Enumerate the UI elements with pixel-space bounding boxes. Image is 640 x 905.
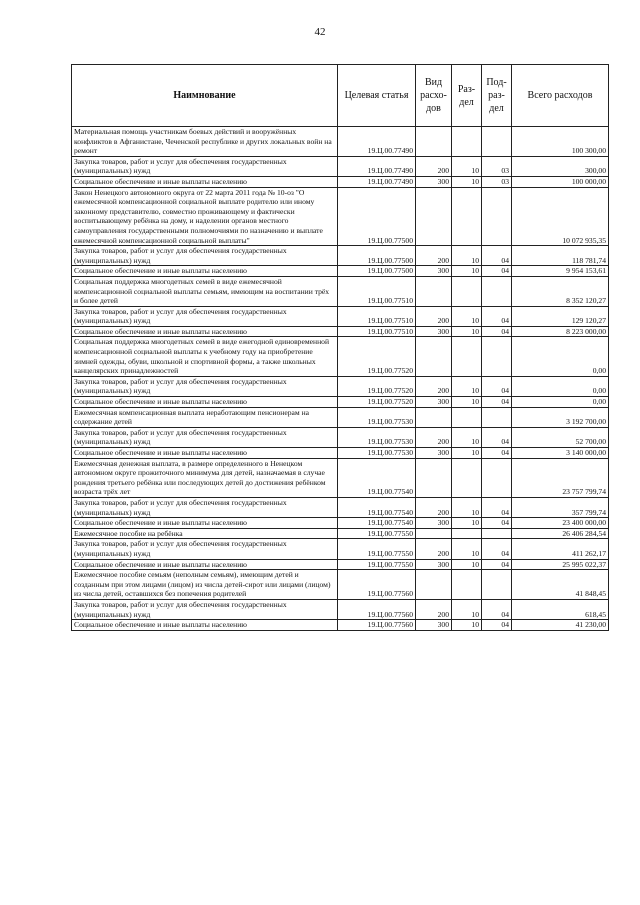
cell-total: 411 262,17: [512, 539, 609, 559]
cell-subsection: [482, 127, 512, 157]
cell-name: Ежемесячное пособие на ребёнка: [72, 528, 338, 539]
cell-section: 10: [452, 156, 482, 176]
cell-target: 19.Ц.00.77500: [338, 187, 416, 246]
cell-total: 9 954 153,61: [512, 266, 609, 277]
cell-type: 300: [416, 620, 452, 631]
table-row: [72, 528, 609, 539]
cell-section: [452, 337, 482, 376]
table-row: [72, 570, 609, 600]
cell-total: 0,00: [512, 376, 609, 396]
table-row: [72, 156, 609, 176]
cell-type: 200: [416, 497, 452, 517]
header-name: Наимнование: [72, 65, 338, 127]
table-header-row: [72, 65, 609, 127]
cell-subsection: [482, 276, 512, 306]
cell-subsection: 04: [482, 397, 512, 408]
cell-subsection: [482, 528, 512, 539]
cell-type: [416, 570, 452, 600]
cell-section: [452, 127, 482, 157]
table-row: [72, 458, 609, 497]
cell-total: 100 000,00: [512, 176, 609, 187]
cell-target: 19.Ц.00.77520: [338, 397, 416, 408]
cell-section: [452, 407, 482, 427]
cell-section: 10: [452, 559, 482, 570]
table-row: [72, 539, 609, 559]
cell-subsection: [482, 458, 512, 497]
cell-subsection: 04: [482, 497, 512, 517]
cell-type: [416, 528, 452, 539]
cell-target: 19.Ц.00.77540: [338, 518, 416, 529]
cell-type: 300: [416, 559, 452, 570]
cell-type: 200: [416, 246, 452, 266]
table-row: [72, 427, 609, 447]
cell-total: 23 757 799,74: [512, 458, 609, 497]
cell-total: 118 781,74: [512, 246, 609, 266]
cell-name: Социальное обеспечение и иные выплаты населению: [72, 559, 338, 570]
cell-section: 10: [452, 539, 482, 559]
cell-section: [452, 570, 482, 600]
table-row: [72, 376, 609, 396]
cell-subsection: 04: [482, 306, 512, 326]
cell-target: 19.Ц.00.77490: [338, 176, 416, 187]
cell-subsection: [482, 407, 512, 427]
cell-type: 200: [416, 539, 452, 559]
cell-section: 10: [452, 518, 482, 529]
cell-name: Закупка товаров, работ и услуг для обеспечения государственных (муниципальных) нужд: [72, 156, 338, 176]
table-row: [72, 266, 609, 277]
cell-name: Ежемесячная компенсационная выплата неработающим пенсионерам на содержание детей: [72, 407, 338, 427]
table-row: [72, 276, 609, 306]
cell-subsection: 04: [482, 448, 512, 459]
cell-section: 10: [452, 246, 482, 266]
cell-subsection: [482, 337, 512, 376]
cell-total: 129 120,27: [512, 306, 609, 326]
cell-name: Материальная помощь участникам боевых действий и вооружённых конфликтов в Афганистане, Чеченской республике и других локальных войн на ремонт: [72, 127, 338, 157]
table-row: [72, 407, 609, 427]
cell-name: Закупка товаров, работ и услуг для обеспечения государственных (муниципальных) нужд: [72, 306, 338, 326]
table-row: [72, 518, 609, 529]
cell-section: 10: [452, 376, 482, 396]
cell-total: 25 995 022,37: [512, 559, 609, 570]
table-row: [72, 559, 609, 570]
cell-name: Социальное обеспечение и иные выплаты населению: [72, 266, 338, 277]
cell-target: 19.Ц.00.77560: [338, 570, 416, 600]
table-row: [72, 326, 609, 337]
cell-type: 200: [416, 306, 452, 326]
cell-name: Закупка товаров, работ и услуг для обеспечения государственных (муниципальных) нужд: [72, 246, 338, 266]
cell-section: [452, 528, 482, 539]
cell-subsection: 04: [482, 518, 512, 529]
table-row: [72, 397, 609, 408]
cell-type: 200: [416, 599, 452, 619]
cell-type: 300: [416, 266, 452, 277]
cell-name: Социальное обеспечение и иные выплаты населению: [72, 397, 338, 408]
cell-subsection: 04: [482, 246, 512, 266]
cell-type: [416, 337, 452, 376]
cell-type: 300: [416, 397, 452, 408]
cell-subsection: 03: [482, 156, 512, 176]
cell-total: 10 072 935,35: [512, 187, 609, 246]
cell-type: 200: [416, 427, 452, 447]
header-subsection: Под-раз-дел: [482, 65, 512, 127]
cell-target: 19.Ц.00.77540: [338, 458, 416, 497]
cell-total: 23 400 000,00: [512, 518, 609, 529]
cell-subsection: 04: [482, 326, 512, 337]
cell-subsection: 04: [482, 266, 512, 277]
cell-type: [416, 407, 452, 427]
cell-subsection: 04: [482, 559, 512, 570]
cell-name: Ежемесячное пособие семьям (неполным семьям), имеющим детей и созданным при этом лицами (лицом) из числа детей-сирот или лицами (лицом) из числа детей, оставшихся без попечения родителей: [72, 570, 338, 600]
cell-type: 300: [416, 176, 452, 187]
header-type: Вид расхо-дов: [416, 65, 452, 127]
cell-total: 52 700,00: [512, 427, 609, 447]
cell-total: 357 799,74: [512, 497, 609, 517]
page-number: 42: [314, 26, 326, 38]
cell-name: Социальное обеспечение и иные выплаты населению: [72, 620, 338, 631]
table-row: [72, 187, 609, 246]
cell-subsection: 03: [482, 176, 512, 187]
cell-target: 19.Ц.00.77490: [338, 156, 416, 176]
cell-type: [416, 187, 452, 246]
table-row: [72, 337, 609, 376]
cell-name: Закупка товаров, работ и услуг для обеспечения государственных (муниципальных) нужд: [72, 376, 338, 396]
cell-section: [452, 458, 482, 497]
cell-section: 10: [452, 427, 482, 447]
cell-target: 19.Ц.00.77520: [338, 376, 416, 396]
cell-target: 19.Ц.00.77530: [338, 427, 416, 447]
cell-target: 19.Ц.00.77510: [338, 326, 416, 337]
cell-name: Социальное обеспечение и иные выплаты населению: [72, 176, 338, 187]
table-row: [72, 306, 609, 326]
cell-type: 200: [416, 156, 452, 176]
cell-subsection: 04: [482, 427, 512, 447]
cell-name: Социальное обеспечение и иные выплаты населению: [72, 326, 338, 337]
cell-total: 0,00: [512, 337, 609, 376]
cell-name: Закупка товаров, работ и услуг для обеспечения государственных (муниципальных) нужд: [72, 599, 338, 619]
budget-table: [71, 64, 609, 631]
cell-subsection: 04: [482, 599, 512, 619]
table-row: [72, 497, 609, 517]
cell-name: Социальная поддержка многодетных семей в виде ежемесячной компенсационной социальной выплаты семьям, имеющим на воспитании трёх и более детей: [72, 276, 338, 306]
cell-subsection: 04: [482, 539, 512, 559]
cell-total: 41 848,45: [512, 570, 609, 600]
cell-type: 300: [416, 518, 452, 529]
cell-subsection: 04: [482, 376, 512, 396]
cell-target: 19.Ц.00.77550: [338, 539, 416, 559]
cell-target: 19.Ц.00.77540: [338, 497, 416, 517]
cell-target: 19.Ц.00.77560: [338, 599, 416, 619]
table-row: [72, 127, 609, 157]
cell-name: Социальная поддержка многодетных семей в виде ежегодной единовременной компенсационной социальной выплаты к учебному году на приобретение зимней одежды, обуви, школьной и спортивной формы, а также школьных канцелярских принадлежностей: [72, 337, 338, 376]
cell-target: 19.Ц.00.77560: [338, 620, 416, 631]
cell-target: 19.Ц.00.77510: [338, 276, 416, 306]
table-row: [72, 246, 609, 266]
cell-type: [416, 276, 452, 306]
cell-subsection: 04: [482, 620, 512, 631]
cell-section: 10: [452, 266, 482, 277]
cell-total: 41 230,00: [512, 620, 609, 631]
cell-section: [452, 187, 482, 246]
cell-section: 10: [452, 620, 482, 631]
cell-name: Закон Ненецкого автономного округа от 22 марта 2011 года № 10-оз "О ежемесячной компенсационной социальной выплате родителю или иному законному представителю, совместно проживающему и фактически воспитывающему ребёнка на дому, и наделении органов местного самоуправления государственными полномочиями по назначению и выплате ежемесячной компенсационной социальной выплаты": [72, 187, 338, 246]
cell-total: 618,45: [512, 599, 609, 619]
cell-target: 19.Ц.00.77550: [338, 528, 416, 539]
header-target: Целевая статья: [338, 65, 416, 127]
cell-total: 3 140 000,00: [512, 448, 609, 459]
cell-section: 10: [452, 397, 482, 408]
cell-name: Ежемесячная денежная выплата, в размере определенного в Ненецком автономном округе прожиточного минимума для детей, назначаемая в случае рождения третьего ребёнка или последующих детей до достижения ребёнком возраста трёх лет: [72, 458, 338, 497]
cell-target: 19.Ц.00.77510: [338, 306, 416, 326]
table-row: [72, 176, 609, 187]
cell-total: 3 192 700,00: [512, 407, 609, 427]
cell-section: 10: [452, 176, 482, 187]
header-section: Раз-дел: [452, 65, 482, 127]
cell-total: 8 223 000,00: [512, 326, 609, 337]
cell-total: 8 352 120,27: [512, 276, 609, 306]
cell-total: 100 300,00: [512, 127, 609, 157]
cell-target: 19.Ц.00.77550: [338, 559, 416, 570]
cell-total: 0,00: [512, 397, 609, 408]
cell-type: [416, 127, 452, 157]
cell-type: 200: [416, 376, 452, 396]
cell-name: Закупка товаров, работ и услуг для обеспечения государственных (муниципальных) нужд: [72, 497, 338, 517]
cell-target: 19.Ц.00.77500: [338, 266, 416, 277]
cell-name: Закупка товаров, работ и услуг для обеспечения государственных (муниципальных) нужд: [72, 427, 338, 447]
cell-total: 26 406 284,54: [512, 528, 609, 539]
cell-subsection: [482, 187, 512, 246]
cell-section: 10: [452, 599, 482, 619]
cell-type: 300: [416, 448, 452, 459]
cell-type: 300: [416, 326, 452, 337]
table-row: [72, 448, 609, 459]
cell-name: Закупка товаров, работ и услуг для обеспечения государственных (муниципальных) нужд: [72, 539, 338, 559]
cell-target: 19.Ц.00.77530: [338, 448, 416, 459]
cell-section: 10: [452, 326, 482, 337]
header-total: Всего расходов: [512, 65, 609, 127]
cell-target: 19.Ц.00.77530: [338, 407, 416, 427]
cell-type: [416, 458, 452, 497]
cell-target: 19.Ц.00.77500: [338, 246, 416, 266]
cell-section: 10: [452, 497, 482, 517]
cell-total: 300,00: [512, 156, 609, 176]
cell-subsection: [482, 570, 512, 600]
table-row: [72, 599, 609, 619]
cell-target: 19.Ц.00.77520: [338, 337, 416, 376]
cell-name: Социальное обеспечение и иные выплаты населению: [72, 448, 338, 459]
cell-target: 19.Ц.00.77490: [338, 127, 416, 157]
cell-name: Социальное обеспечение и иные выплаты населению: [72, 518, 338, 529]
cell-section: [452, 276, 482, 306]
cell-section: 10: [452, 448, 482, 459]
cell-section: 10: [452, 306, 482, 326]
table-row: [72, 620, 609, 631]
